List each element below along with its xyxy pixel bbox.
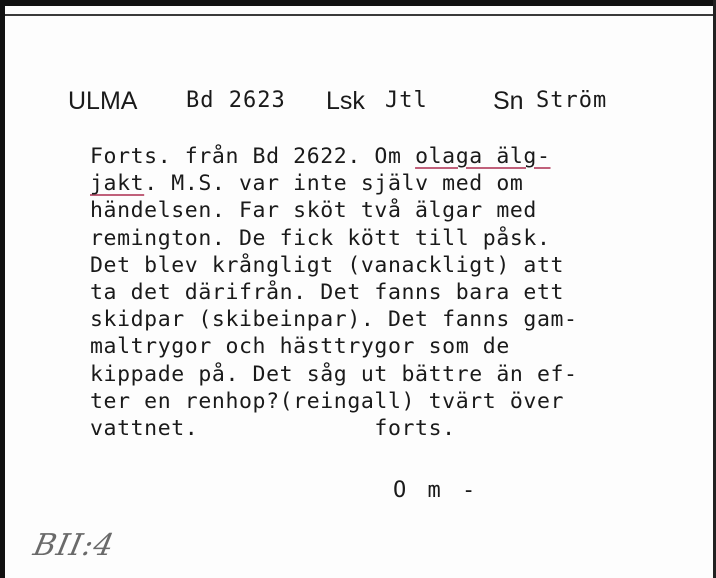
body-text-segment: Forts. från Bd 2622. Om	[90, 144, 416, 169]
body-text-segment: Det blev krångligt (vanackligt) att	[90, 252, 565, 278]
body-text-segment: ta det därifrån. Det fanns bara ett	[90, 279, 565, 305]
body-text-segment: skidpar (skibeinpar). Det fanns gam-	[90, 307, 578, 333]
closing-mark: O m -	[393, 478, 480, 503]
card-top-rule	[0, 14, 716, 16]
body-line	[90, 306, 690, 333]
handwritten-signature: BII:4	[30, 528, 118, 563]
header-jtl: Jtl	[385, 88, 428, 113]
body-line	[90, 361, 690, 388]
header-sn: Sn	[493, 87, 524, 115]
card-left-edge	[0, 0, 5, 578]
underlined-text: jakt	[90, 171, 145, 197]
body-line	[90, 333, 690, 360]
body-line	[90, 170, 690, 197]
body-text-segment: händelsen. Far sköt två älgar med	[90, 198, 537, 224]
body-text-segment: ter en renhop?(reingall) tvärt över	[90, 388, 565, 414]
body-line	[90, 143, 690, 170]
body-line	[90, 252, 690, 279]
header-word: ULMA	[68, 87, 138, 115]
body-text-segment: vattnet. forts.	[90, 415, 456, 441]
header-place: Ström	[536, 88, 608, 113]
body-text-segment: maltrygor och hästtrygor som de	[90, 334, 510, 360]
header-bd-number: Bd 2623	[186, 88, 286, 113]
underlined-text: olaga älg-	[415, 144, 551, 169]
card-top-edge	[0, 0, 716, 6]
body-line	[90, 197, 690, 224]
header-lsk: Lsk	[326, 87, 365, 115]
body-text-segment: kippade på. Det såg ut bättre än ef-	[90, 361, 578, 387]
card-body-text	[90, 143, 690, 442]
body-line	[90, 279, 690, 306]
body-text-segment: . M.S. var inte själv med om	[144, 171, 524, 197]
body-text-segment: remington. De fick kött till påsk.	[90, 225, 551, 251]
body-line	[90, 225, 690, 252]
body-line	[90, 388, 690, 415]
body-line	[90, 415, 690, 442]
